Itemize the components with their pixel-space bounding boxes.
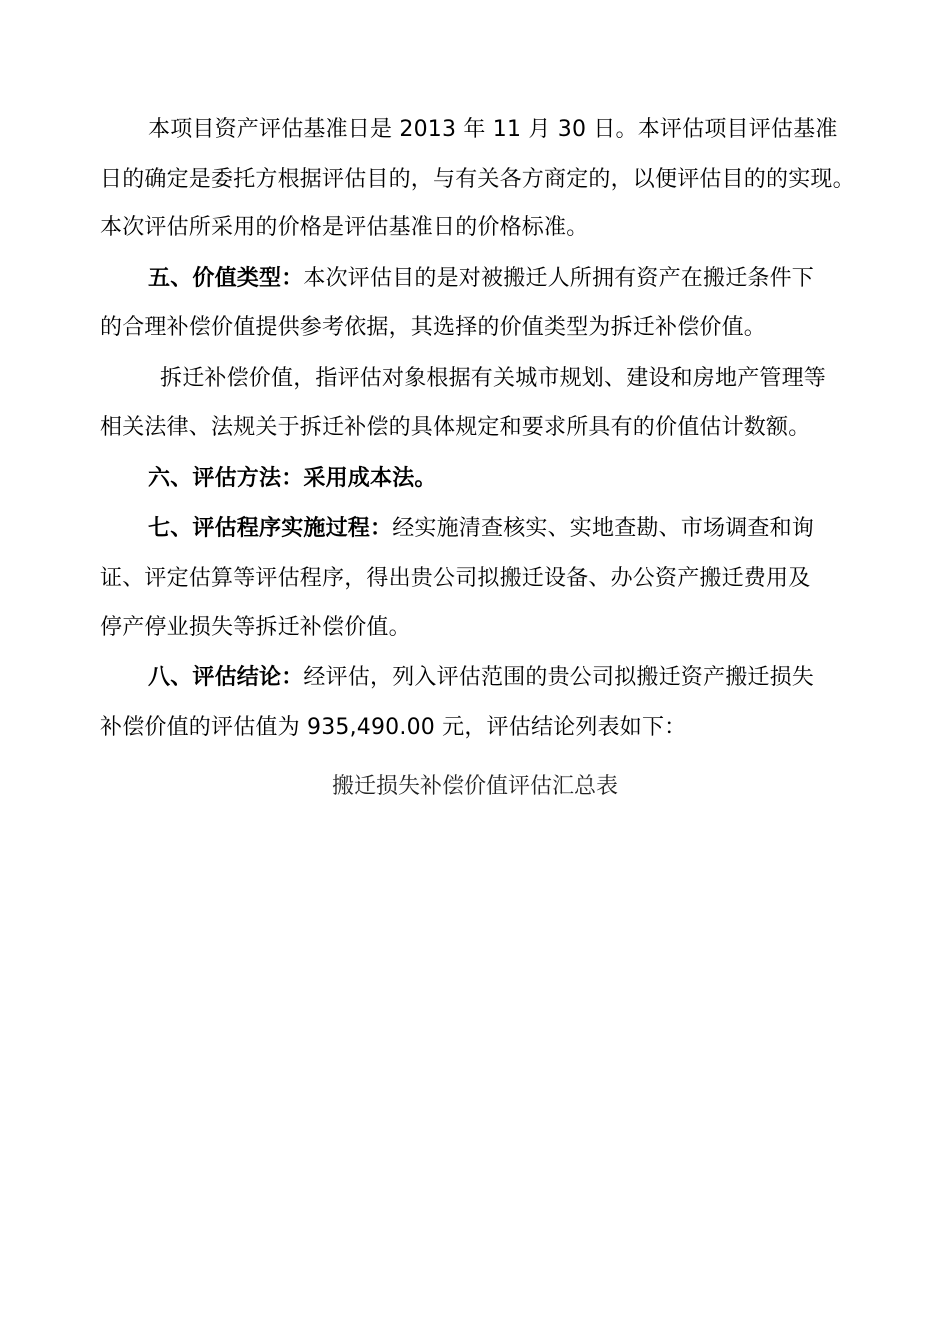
table-caption: 搬迁损失补偿价值评估汇总表	[331, 774, 618, 799]
para1-line2: 日的确定是委托方根据评估目的，与有关各方商定的，以便评估目的的实现。	[100, 167, 855, 192]
para2-line1	[148, 264, 860, 294]
section-heading-value-type: 五、价值类型：	[148, 266, 304, 291]
para2-line1-text: 本次评估目的是对被搬迁人所拥有资产在搬迁条件下	[303, 266, 815, 291]
para5-line1-text: 经实施清查核实、实地查勘、市场调查和询	[392, 516, 815, 541]
para2-line2: 的合理补偿价值提供参考依据，其选择的价值类型为拆迁补偿价值。	[100, 315, 767, 340]
para6-line1	[148, 663, 860, 693]
para1-line3: 本次评估所采用的价格是评估基准日的价格标准。	[100, 215, 589, 240]
para5-line2: 证、评定估算等评估程序，得出贵公司拟搬迁设备、办公资产搬迁费用及	[100, 566, 811, 591]
para6-line1-text: 经评估，列入评估范围的贵公司拟搬迁资产搬迁损失	[303, 665, 815, 690]
para5-line3: 停产停业损失等拆迁补偿价值。	[100, 615, 411, 640]
section-heading-method: 六、评估方法：采用成本法。	[148, 466, 437, 491]
para6-line2: 补偿价值的评估值为 935,490.00 元，评估结论列表如下：	[100, 715, 687, 740]
section-heading-conclusion: 八、评估结论：	[148, 665, 304, 690]
para3-line1: 拆迁补偿价值，指评估对象根据有关城市规划、建设和房地产管理等	[160, 366, 827, 391]
section-heading-procedure: 七、评估程序实施过程：	[148, 516, 393, 541]
para5-line1	[148, 514, 860, 544]
para3-line2: 相关法律、法规关于拆迁补偿的具体规定和要求所具有的价值估计数额。	[100, 415, 811, 440]
para1-line1: 本项目资产评估基准日是 2013 年 11 月 30 日。本评估项目评估基准	[148, 117, 838, 142]
